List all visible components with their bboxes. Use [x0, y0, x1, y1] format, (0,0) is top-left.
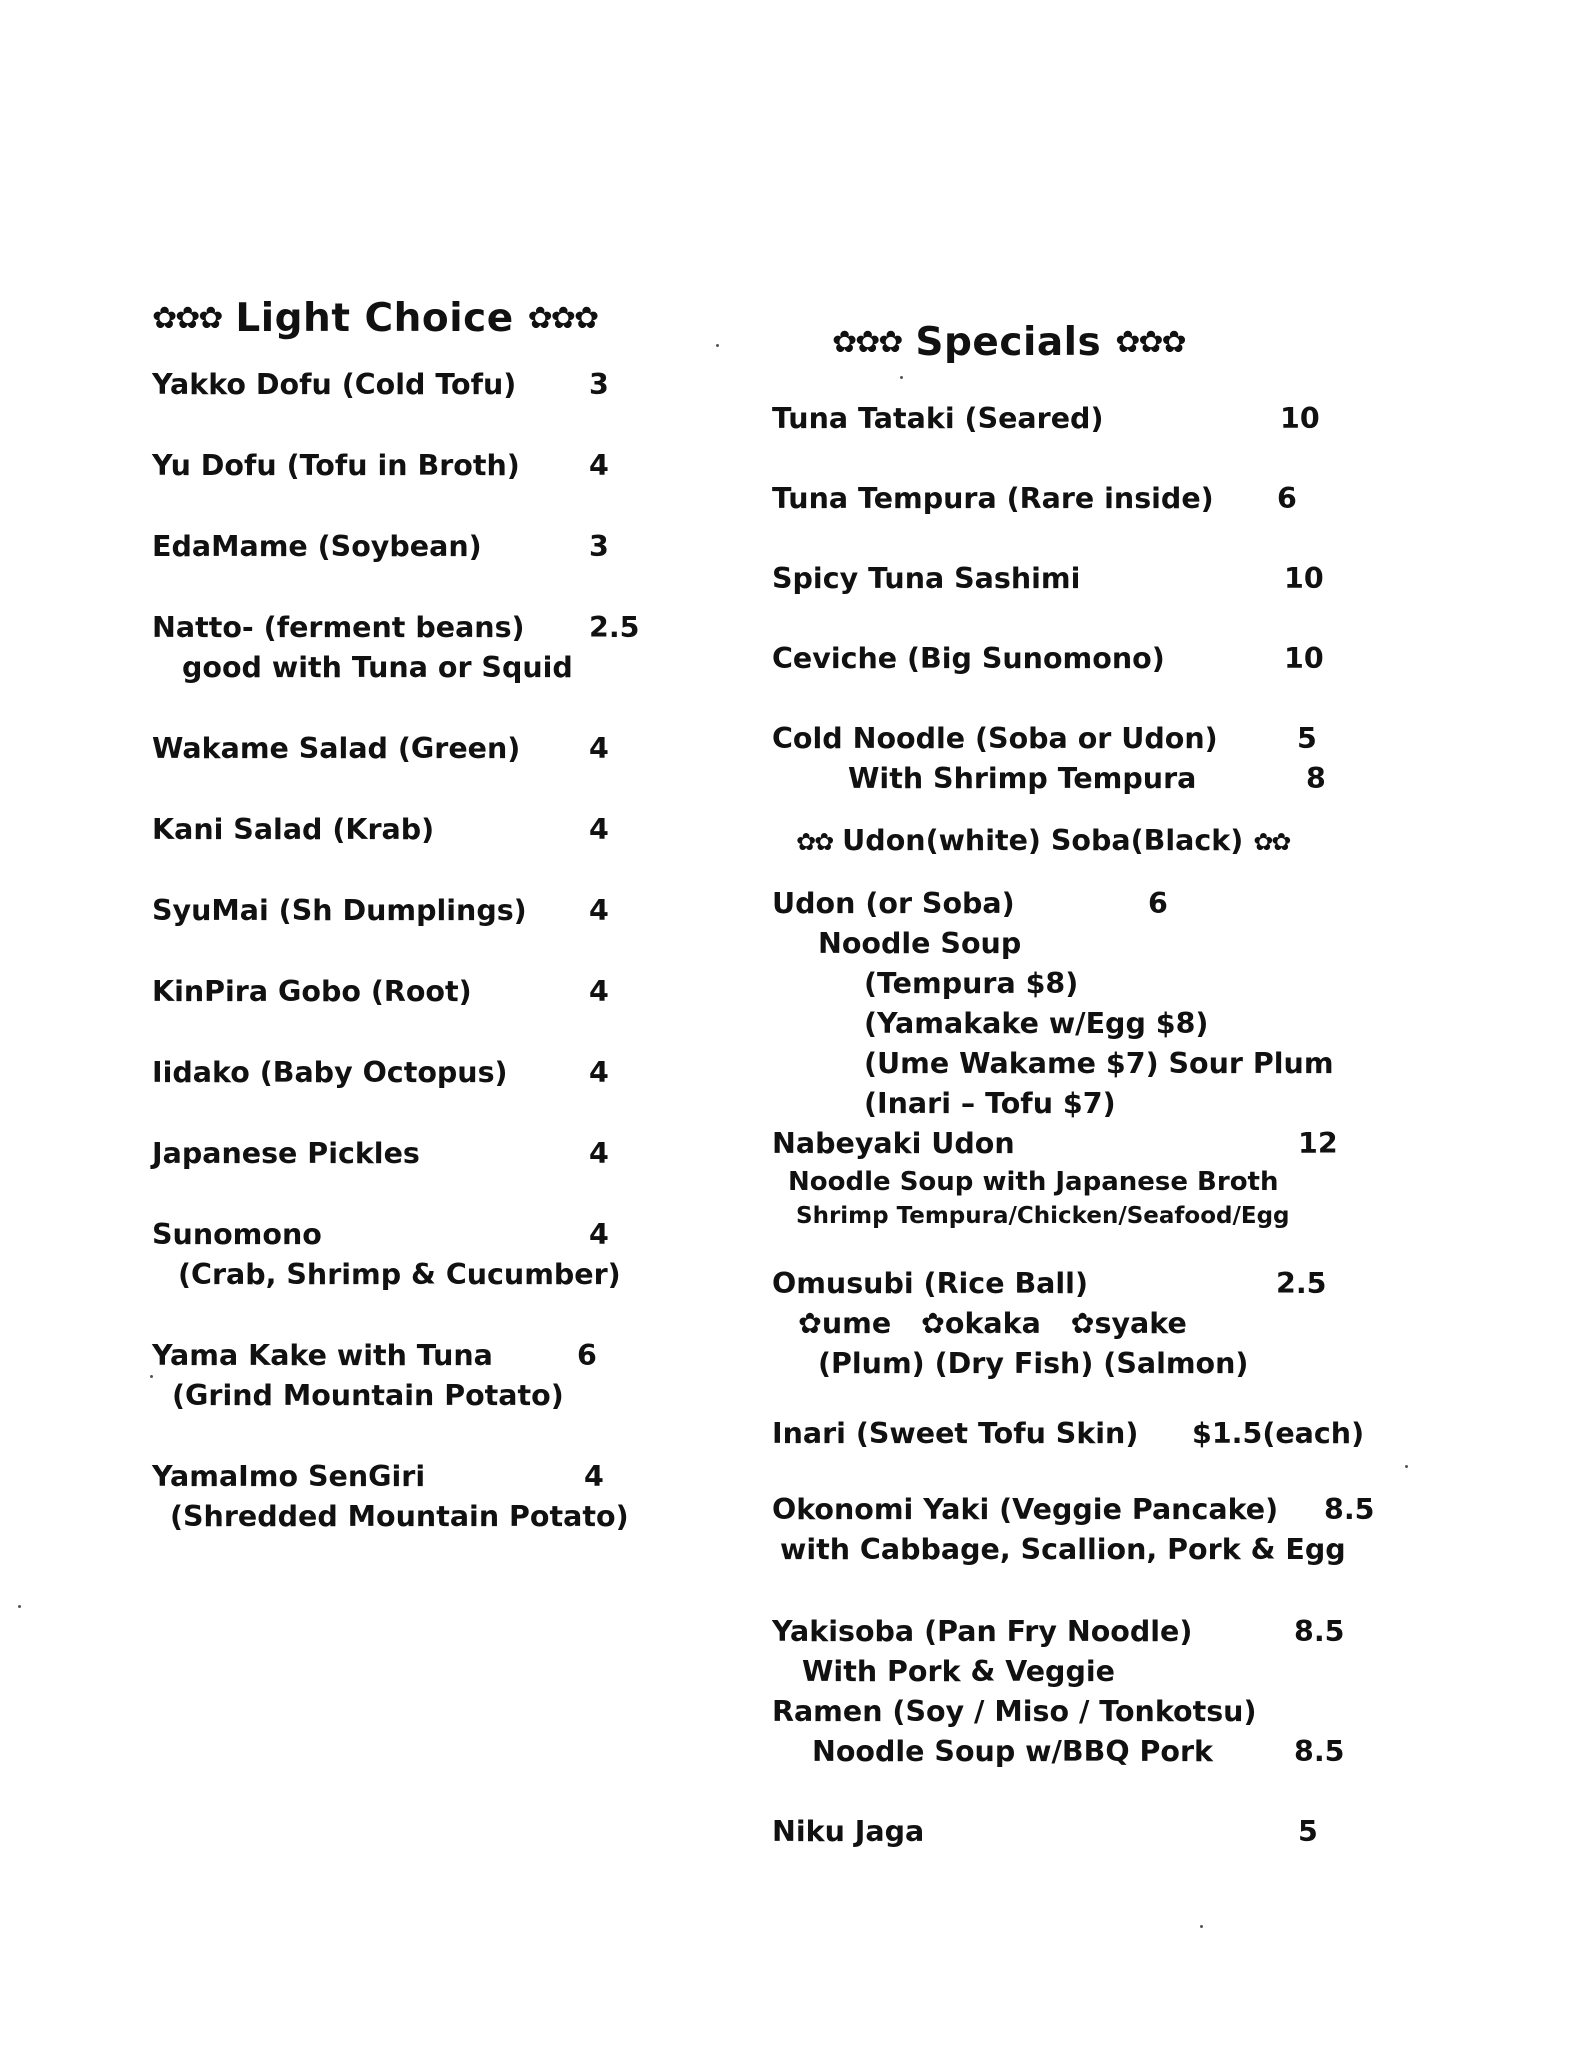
scan-speck	[1405, 1465, 1408, 1468]
item-price: 10	[1284, 562, 1324, 595]
noodle-section-title: Udon(white) Soba(Black)	[842, 824, 1244, 857]
item-price: 3	[589, 530, 609, 563]
item-price: 6	[1277, 482, 1297, 515]
menu-item	[772, 639, 1412, 679]
item-price: 4	[589, 813, 609, 846]
item-price: 4	[589, 1218, 609, 1251]
scan-speck	[716, 344, 719, 347]
menu-item	[152, 810, 712, 850]
menu-item	[152, 527, 712, 567]
flower-icon: ✿✿✿	[152, 301, 222, 336]
flower-icon: ✿	[921, 1307, 945, 1340]
light-choice-heading	[152, 296, 712, 341]
menu-item	[152, 891, 712, 931]
item-price: $1.5(each)	[1192, 1417, 1365, 1450]
item-note: (Shredded Mountain Potato)	[170, 1500, 629, 1533]
item-name: Spicy Tuna Sashimi	[772, 562, 1081, 595]
item-name: Cold Noodle (Soba or Udon)	[772, 722, 1218, 755]
menu-item	[152, 972, 712, 1012]
item-price: 8.5	[1294, 1735, 1345, 1768]
menu-item	[152, 729, 712, 769]
flower-icon: ✿	[798, 1307, 822, 1340]
item-name: Natto- (ferment beans)	[152, 611, 525, 644]
item-price: 5	[1298, 1815, 1318, 1848]
menu-item	[772, 719, 1412, 799]
item-price: 6	[577, 1339, 597, 1372]
item-name: Kani Salad (Krab)	[152, 813, 435, 846]
item-price: 12	[1298, 1127, 1338, 1160]
item-note: (Tempura $8)	[864, 967, 1079, 1000]
scan-speck	[18, 1605, 21, 1608]
item-price: 4	[589, 1137, 609, 1170]
item-name: Iidako (Baby Octopus)	[152, 1056, 508, 1089]
item-note: Noodle Soup	[818, 927, 1022, 960]
menu-item	[152, 1053, 712, 1093]
scan-speck	[150, 1375, 153, 1378]
item-name: Niku Jaga	[772, 1815, 925, 1848]
item-name: Inari (Sweet Tofu Skin)	[772, 1417, 1139, 1450]
item-price: 6	[1148, 887, 1168, 920]
item-note: (Plum) (Dry Fish) (Salmon)	[818, 1347, 1249, 1380]
item-name: Yama Kake with Tuna	[152, 1339, 493, 1372]
item-name: Yu Dofu (Tofu in Broth)	[152, 449, 520, 482]
scan-speck	[1200, 1925, 1203, 1928]
item-price: 4	[589, 894, 609, 927]
menu-item	[772, 884, 1412, 1124]
menu-item	[772, 479, 1412, 519]
item-name: Sunomono	[152, 1218, 322, 1251]
item-price: 8.5	[1324, 1493, 1375, 1526]
item-price: 2.5	[1276, 1267, 1327, 1300]
item-note: (Yamakake w/Egg $8)	[864, 1007, 1209, 1040]
menu-item	[772, 559, 1412, 599]
item-price: 4	[589, 1056, 609, 1089]
menu-item	[772, 1612, 1412, 1692]
item-note: (Crab, Shrimp & Cucumber)	[178, 1258, 621, 1291]
item-price: 3	[589, 368, 609, 401]
item-name: Tuna Tempura (Rare inside)	[772, 482, 1214, 515]
menu-item	[152, 1457, 712, 1537]
flower-icon: ✿✿	[796, 828, 833, 856]
menu-item	[772, 1490, 1412, 1570]
item-name: Yakko Dofu (Cold Tofu)	[152, 368, 517, 401]
menu-item	[152, 1215, 712, 1295]
item-name: Japanese Pickles	[152, 1137, 420, 1170]
light-choice-column	[152, 296, 712, 1578]
item-name: KinPira Gobo (Root)	[152, 975, 472, 1008]
item-name: Nabeyaki Udon	[772, 1127, 1015, 1160]
scan-speck	[900, 376, 903, 379]
flower-icon: ✿✿✿	[1115, 325, 1185, 360]
menu-item	[772, 399, 1412, 439]
item-name: YamaImo SenGiri	[152, 1460, 426, 1493]
item-name: Ramen (Soy / Miso / Tonkotsu)	[772, 1695, 1257, 1728]
item-name: Omusubi (Rice Ball)	[772, 1267, 1088, 1300]
specials-title: Specials	[915, 320, 1102, 365]
item-note: Shrimp Tempura/Chicken/Seafood/Egg	[796, 1203, 1290, 1229]
item-sub-name: With Shrimp Tempura	[848, 762, 1197, 795]
item-name: Ceviche (Big Sunomono)	[772, 642, 1165, 675]
item-price: 4	[589, 732, 609, 765]
menu-item	[152, 1134, 712, 1174]
item-note: good with Tuna or Squid	[182, 651, 573, 684]
flower-icon: ✿✿✿	[527, 301, 598, 336]
menu-item	[152, 608, 712, 688]
item-sub-price: 8	[1306, 762, 1326, 795]
item-price: 8.5	[1294, 1615, 1345, 1648]
menu-item	[152, 446, 712, 486]
menu-item	[152, 1336, 712, 1416]
item-price: 10	[1284, 642, 1324, 675]
menu-item	[152, 365, 712, 405]
item-price: 10	[1280, 402, 1320, 435]
item-note: with Cabbage, Scallion, Pork & Egg	[780, 1533, 1346, 1566]
item-name: Okonomi Yaki (Veggie Pancake)	[772, 1493, 1279, 1526]
item-note: Noodle Soup with Japanese Broth	[788, 1167, 1279, 1197]
flower-icon: ✿✿	[1253, 828, 1290, 856]
item-price: 4	[589, 449, 609, 482]
menu-item	[772, 1124, 1412, 1232]
item-price: 2.5	[589, 611, 640, 644]
flower-icon: ✿	[1070, 1307, 1095, 1340]
flower-icon: ✿✿✿	[832, 325, 902, 360]
item-note: With Pork & Veggie	[802, 1655, 1115, 1688]
item-note: Noodle Soup w/BBQ Pork	[812, 1735, 1213, 1768]
item-price: 4	[584, 1460, 604, 1493]
item-note: (Grind Mountain Potato)	[172, 1379, 564, 1412]
item-name: EdaMame (Soybean)	[152, 530, 482, 563]
menu-item	[772, 1692, 1412, 1772]
item-name: SyuMai (Sh Dumplings)	[152, 894, 527, 927]
specials-column	[772, 320, 1412, 1892]
item-name: Wakame Salad (Green)	[152, 732, 521, 765]
item-name: Tuna Tataki (Seared)	[772, 402, 1104, 435]
rice-ball-fillings: ✿ume ✿okaka ✿syake	[798, 1307, 1187, 1340]
menu-item	[772, 1414, 1412, 1454]
item-name: Yakisoba (Pan Fry Noodle)	[772, 1615, 1193, 1648]
noodle-section-heading	[796, 821, 1412, 862]
item-price: 5	[1297, 722, 1317, 755]
item-name: Udon (or Soba)	[772, 887, 1015, 920]
item-price: 4	[589, 975, 609, 1008]
specials-heading	[832, 320, 1412, 365]
light-choice-title: Light Choice	[235, 296, 514, 341]
menu-item	[772, 1264, 1412, 1384]
item-note: (Ume Wakame $7) Sour Plum	[864, 1047, 1334, 1080]
item-note: (Inari – Tofu $7)	[864, 1087, 1116, 1120]
menu-item	[772, 1812, 1412, 1852]
